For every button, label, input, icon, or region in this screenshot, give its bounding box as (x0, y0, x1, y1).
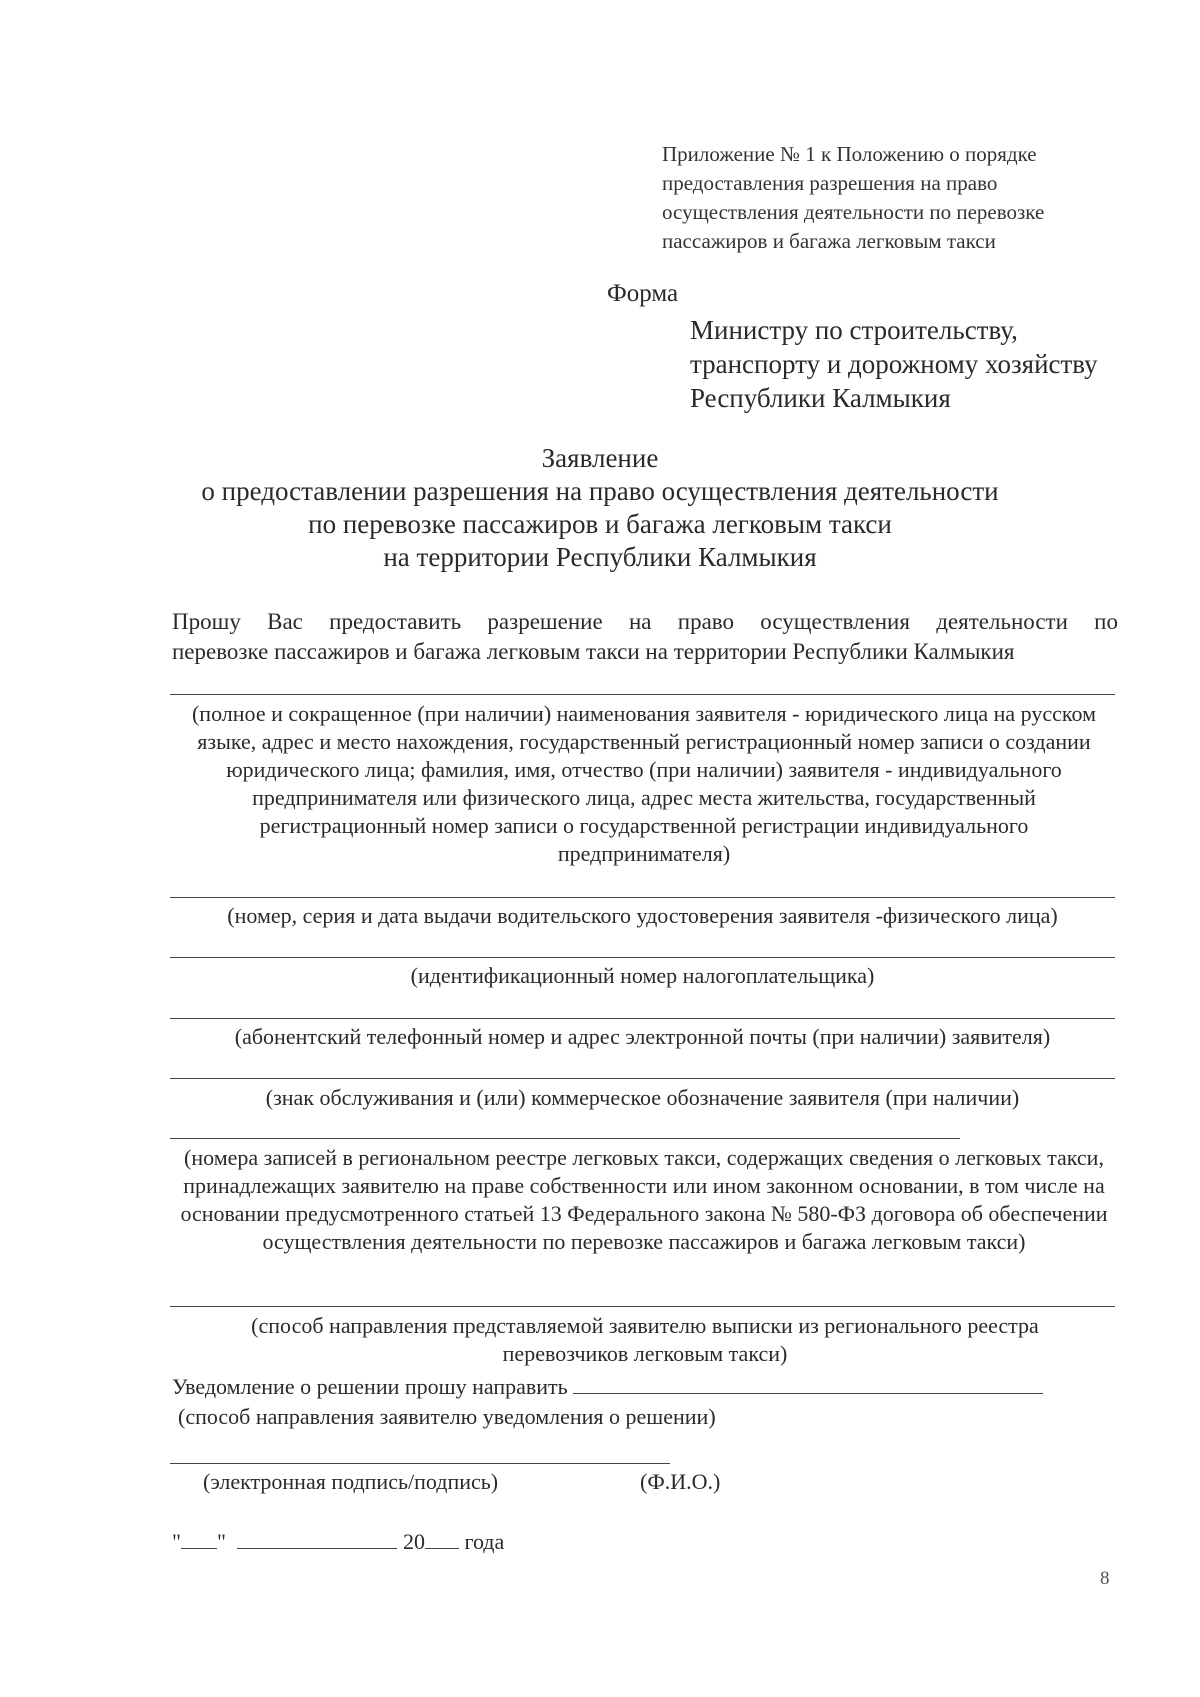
addressee: Министру по строительству, транспорту и дорожному хозяйству Республики Калмыкия (690, 315, 1098, 413)
notice-method-field[interactable] (573, 1373, 1043, 1394)
trademark-caption: (знак обслуживания и (или) коммерческое обозначение заявителя (при наличии) (265, 1085, 1020, 1110)
trademark-line[interactable] (170, 1078, 1115, 1079)
extract-method-line[interactable] (170, 1306, 1115, 1307)
inn-line[interactable] (170, 957, 1115, 958)
license-caption: (номер, серия и дата выдачи водительского удостоверения заявителя -физического лица) (227, 903, 1058, 928)
date-day-field[interactable] (181, 1528, 217, 1549)
notice-label: Уведомление о решении прошу направить (172, 1374, 568, 1399)
applicant-name-caption: (полное и сокращенное (при наличии) наименования заявителя - юридического лица на русском языке, адрес и место нахождения, государственный регистрационный номер записи о создании юридического лица; фамилия, имя, отчество (при наличии) заявителя - индивидуального предпринимателя или физического лица, адрес места жительства, государственный регистрационный номер записи о государственной регистрации индивидуального предпринимателя) (191, 701, 1096, 866)
name-caption: (Ф.И.О.) (640, 1469, 721, 1494)
inn-caption: (идентификационный номер налогоплательщика) (410, 963, 875, 988)
notice-caption: (способ направления заявителю уведомления о решении) (178, 1404, 716, 1429)
signature-line[interactable] (170, 1463, 670, 1464)
form-label: Форма (607, 280, 679, 307)
intro-line-1: Прошу Вас предоставить разрешение на право осуществления деятельности по (172, 609, 1118, 634)
date-month-field[interactable] (237, 1528, 397, 1549)
registry-numbers-line[interactable] (170, 1138, 960, 1139)
title-line-2: по перевозке пассажиров и багажа легковым такси (308, 509, 892, 539)
appendix-note: Приложение № 1 к Положению о порядке предоставления разрешения на право осуществления деятельности по перевозке пассажиров и багажа легковым такси (662, 142, 1045, 253)
registry-numbers-caption: (номера записей в региональном реестре легковых такси, содержащих сведения о легковых такси, принадлежащих заявителю на праве собственности или ином законном основании, в том числе на основании предусмотренного статьей 13 Федерального закона № 580-ФЗ договора об обеспечении осуществления деятельности по перевозке пассажиров и багажа легковым такси) (180, 1145, 1108, 1254)
title-line-1: о предоставлении разрешения на право осуществления деятельности (201, 476, 999, 506)
contacts-line[interactable] (170, 1018, 1115, 1019)
notice-row (172, 1373, 1122, 1401)
date-year-prefix: 20 (402, 1529, 425, 1554)
title-heading: Заявление (541, 443, 659, 473)
date-quote-open: " (172, 1529, 181, 1554)
contacts-caption: (абонентский телефонный номер и адрес электронной почты (при наличии) заявителя) (234, 1024, 1051, 1049)
page-number: 8 (1100, 1568, 1110, 1589)
signature-caption: (электронная подпись/подпись) (203, 1469, 499, 1494)
extract-method-caption: (способ направления представляемой заявителю выписки из регионального реестра перевозчиков легковым такси) (251, 1313, 1039, 1366)
license-line[interactable] (170, 897, 1115, 898)
date-year-suffix: года (464, 1529, 505, 1554)
title-line-3: на территории Республики Калмыкия (383, 542, 817, 572)
date-year-field[interactable] (425, 1528, 459, 1549)
document-title (180, 442, 1020, 574)
applicant-name-line[interactable] (170, 694, 1115, 695)
date-quote-close: " (216, 1529, 226, 1554)
date-row (172, 1528, 772, 1556)
intro-line-2: перевозке пассажиров и багажа легковым такси на территории Республики Калмыкия (172, 639, 1015, 664)
